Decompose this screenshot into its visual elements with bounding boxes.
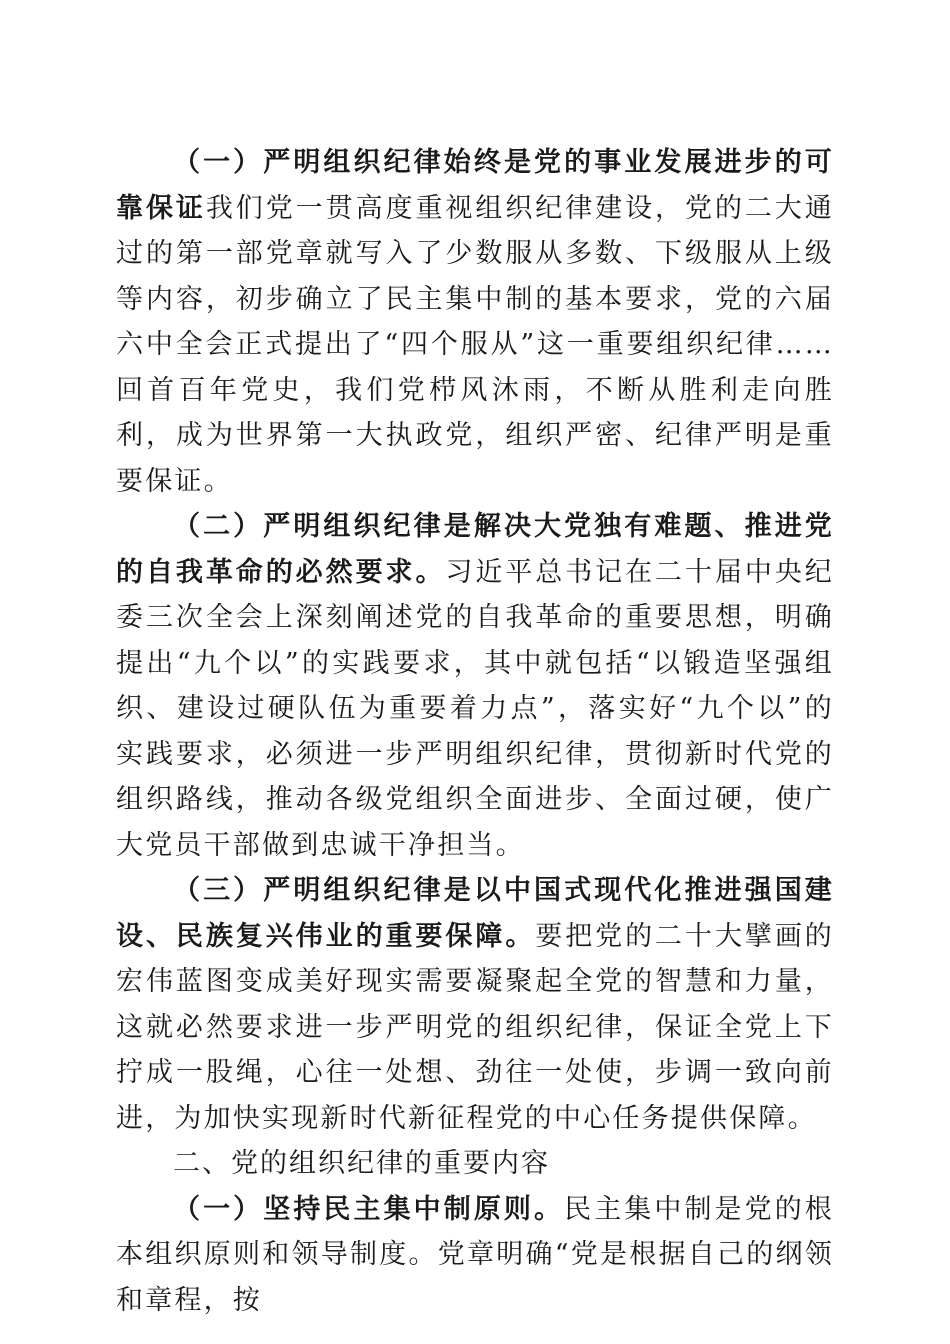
paragraph-4-body: 民主集中制是党的根本组织原则和领导制度。党章明确“党是根据自己的纲领和章程，按 [116,1193,834,1316]
paragraph-1 [116,140,834,504]
paragraph-3-body: 要把党的二十大擘画的宏伟蓝图变成美好现实需要凝聚起全党的智慧和力量，这就必然要求进一步严明党的组织纪律，保证全党上下拧成一股绳，心往一处想、劲往一处使，步调一致向前进，为加快实现新时代新征程党的中心任务提供保障。 [116,920,834,1134]
paragraph-4 [116,1187,834,1324]
paragraph-3 [116,868,834,1141]
paragraph-2-body: 习近平总书记在二十届中央纪委三次全会上深刻阐述党的自我革命的重要思想，明确提出“九个以”的实践要求，其中就包括“以锻造坚强组织、建设过硬队伍为重要着力点”，落实好“九个以”的实践要求，必须进一步严明组织纪律，贯彻新时代党的组织路线，推动各级党组织全面进步、全面过硬，使广大党员干部做到忠诚干净担当。 [116,556,834,861]
paragraph-1-lead: （一）严明组织纪律始终是党的事业发展进步的可靠保证 [116,147,834,224]
paragraph-2-lead: （二）严明组织纪律是解决大党独有难题、推进党的自我革命的必然要求。 [116,511,834,588]
paragraph-1-body: 我们党一贯高度重视组织纪律建设，党的二大通过的第一部党章就写入了少数服从多数、下级服从上级等内容，初步确立了民主集中制的基本要求，党的六届六中全会正式提出了“四个服从”这一重要组织纪律……回首百年党史，我们党栉风沐雨，不断从胜利走向胜利，成为世界第一大执政党，组织严密、纪律严明是重要保证。 [116,192,834,497]
document-page [116,140,834,1323]
paragraph-4-lead: （一）坚持民主集中制原则。 [173,1193,565,1225]
paragraph-2 [116,504,834,868]
paragraph-3-lead: （三）严明组织纪律是以中国式现代化推进强国建设、民族复兴伟业的重要保障。 [116,875,834,952]
section-heading: 二、党的组织纪律的重要内容 [173,1148,550,1179]
